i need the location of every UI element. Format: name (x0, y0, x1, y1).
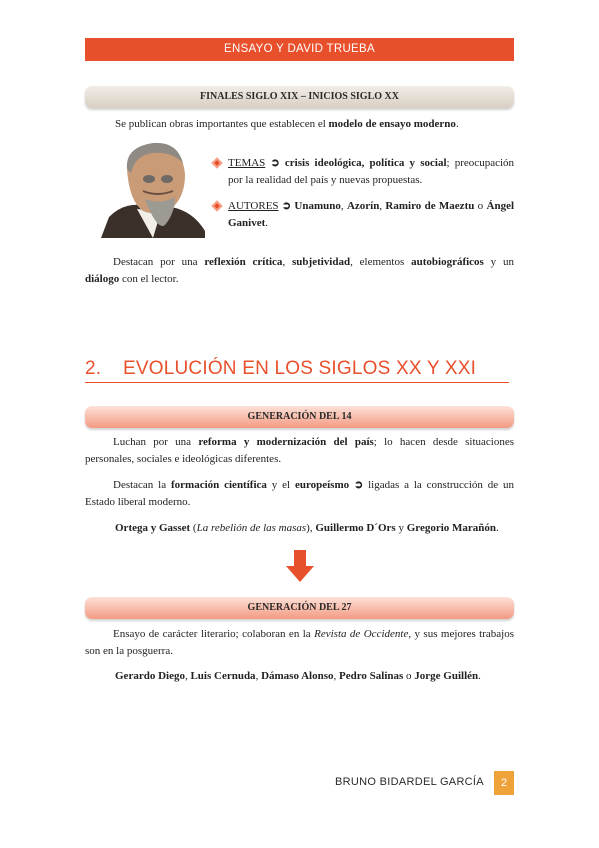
text-run: con el lector. (119, 273, 179, 285)
right-arrow-icon: ➲ (354, 479, 364, 491)
section-bar-label: FINALES SIGLO XIX – INICIOS SIGLO XX (200, 91, 399, 102)
autores-bullet (213, 198, 514, 232)
bold-run: subjetividad (292, 256, 351, 268)
author-maeztu: Ramiro de Maeztu (385, 200, 475, 212)
author-maranon: Gregorio Marañón (406, 522, 497, 534)
autores-text: AUTORES ➲ Unamuno, Azorín, Ramiro de Maeztu o Ángel Ganivet. (228, 200, 515, 229)
footer-author: BRUNO BIDARDEL GARCÍA (335, 776, 484, 788)
journal-title: Revista de Occidente (314, 628, 409, 640)
text-run: ; lo hacen desde situaciones personales, sociales e ideológicas diferentes. (85, 436, 515, 465)
text-run: Destacan por una (113, 256, 205, 268)
destacan-paragraph: Destacan por una reflexión crítica, subjetividad, elementos autobiográficos y un diálogo con el lector. (85, 256, 514, 285)
bold-run: autobiográficos (411, 256, 484, 268)
text-run: , elementos (350, 256, 412, 268)
heading-number: 2. (85, 358, 102, 379)
section-bar-label: GENERACIÓN DEL 27 (247, 602, 352, 613)
conjunction: y (395, 522, 407, 534)
gen27-paragraph-1 (85, 626, 514, 660)
section-bar-gen14 (85, 406, 514, 428)
intro-bold: modelo de ensayo moderno (328, 118, 456, 130)
text-run: ligadas a la construcción de un Estado liberal moderno. (85, 479, 514, 508)
temas-text (213, 155, 514, 189)
author-salinas: Pedro Salinas (339, 670, 404, 682)
section-bar-label: GENERACIÓN DEL 14 (247, 411, 352, 422)
author-diego: Gerardo Diego (115, 670, 185, 682)
bold-run: reflexión crítica (204, 256, 283, 268)
bold-run: reforma y modernización del país (198, 436, 374, 448)
bold-run: formación científica (170, 479, 267, 491)
gen14-authors: Ortega y Gasset (La rebelión de las masas), Guillermo D´Ors y Gregorio Marañón. (115, 522, 499, 534)
author-ganivet: Ángel Ganivet (228, 200, 515, 229)
bold-run: diálogo (85, 273, 120, 285)
header-title: ENSAYO Y DAVID TRUEBA (224, 43, 375, 55)
temas-bold: crisis ideológica, política y social (284, 157, 447, 169)
bold-run: europeísmo (294, 479, 350, 491)
section-heading-2 (85, 358, 476, 380)
author-ortega: Ortega y Gasset (115, 522, 191, 534)
temas-rest: ; preocupación por la realidad del país y nuevas propuestas. (228, 157, 515, 186)
work-title: La rebelión de las masas (196, 522, 307, 534)
author-guillen: Jorge Guillén (414, 670, 479, 682)
gen27-authors: Gerardo Diego, Luis Cernuda, Dámaso Alonso, Pedro Salinas o Jorge Guillén. (115, 670, 481, 682)
text-run: y el (266, 479, 295, 491)
author-azorin: Azorín (346, 200, 380, 212)
text-run: , y sus mejores trabajos son en la posguerra. (85, 628, 514, 657)
page-number: 2 (494, 771, 514, 795)
down-arrow-icon (286, 550, 314, 582)
gen14-paragraph-1 (85, 434, 514, 468)
section-bar-finales (85, 86, 514, 108)
conjunction: o (403, 670, 415, 682)
conjunction: o (474, 200, 487, 212)
text-run: Ensayo de carácter literario; colaboran en la (113, 628, 315, 640)
intro-text: Se publican obras importantes que establecen el (115, 118, 329, 130)
author-cernuda: Luis Cernuda (190, 670, 256, 682)
text-run: Luchan por una (113, 436, 199, 448)
heading-title: EVOLUCIÓN EN LOS SIGLOS XX Y XXI (123, 358, 477, 379)
portrait-image (101, 139, 205, 238)
author-dors: Guillermo D´Ors (315, 522, 396, 534)
section-bar-gen27 (85, 597, 514, 619)
temas-label: TEMAS (228, 157, 266, 169)
gen14-paragraph-2 (85, 477, 514, 511)
intro-end: . (455, 118, 459, 130)
intro-paragraph (115, 116, 514, 133)
autores-label: AUTORES (228, 200, 279, 212)
right-arrow-icon: ➲ (281, 200, 292, 212)
text-run: Destacan la (113, 479, 171, 491)
temas-bullet (213, 155, 514, 189)
heading-underline (85, 382, 509, 383)
author-alonso: Dámaso Alonso (261, 670, 334, 682)
right-arrow-icon: ➲ (270, 157, 280, 169)
author-unamuno: Unamuno (294, 200, 341, 212)
header-title-bar (85, 38, 514, 61)
text-run: y un (483, 256, 514, 268)
